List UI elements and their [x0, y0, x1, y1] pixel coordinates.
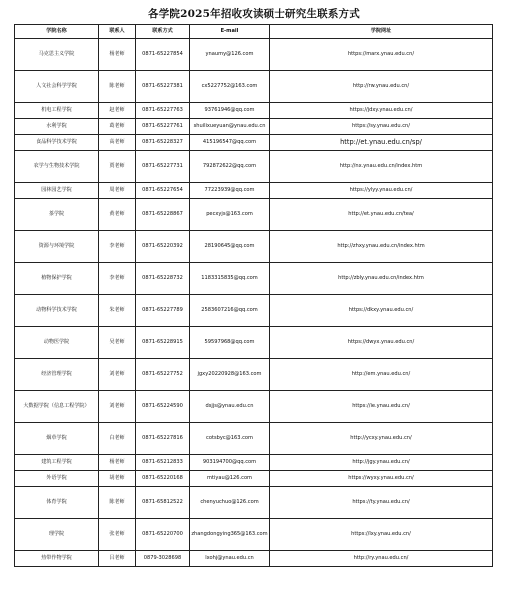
- cell-email: 2583607216@qq.com: [190, 295, 270, 327]
- cell-college: 外语学院: [15, 471, 99, 487]
- cell-website: https://wyxy.ynau.edu.cn/: [270, 471, 493, 487]
- table-row: [15, 391, 493, 423]
- cell-website: http://et.ynau.edu.cn/tea/: [270, 199, 493, 231]
- cell-email: 77223939@qq.com: [190, 183, 270, 199]
- cell-college: 食品科学技术学院: [15, 135, 99, 151]
- cell-phone: 0871-65227381: [136, 71, 190, 103]
- table-row: [15, 71, 493, 103]
- table-row: [15, 151, 493, 183]
- cell-contact: 朱老师: [99, 295, 136, 327]
- cell-website: http://ry.ynau.edu.cn/: [270, 551, 493, 567]
- cell-college: 体育学院: [15, 487, 99, 519]
- table-row: [15, 119, 493, 135]
- cell-email: chenyuchuo@126.com: [190, 487, 270, 519]
- cell-phone: 0871-65227789: [136, 295, 190, 327]
- cell-contact: 陈老师: [99, 487, 136, 519]
- cell-college: 园林园艺学院: [15, 183, 99, 199]
- cell-contact: 杨老师: [99, 455, 136, 471]
- table-row: [15, 471, 493, 487]
- cell-college: 农学与生物技术学院: [15, 151, 99, 183]
- cell-email: shuilixueyuan@ynau.edu.cn: [190, 119, 270, 135]
- cell-contact: 李老师: [99, 263, 136, 295]
- cell-contact: 杨老师: [99, 39, 136, 71]
- cell-email: lxohj@ynau.edu.cn: [190, 551, 270, 567]
- cell-phone: 0871-65812522: [136, 487, 190, 519]
- cell-contact: 吴老师: [99, 327, 136, 359]
- header-website: 学院网址: [270, 25, 493, 39]
- cell-email: pecxyjs@163.com: [190, 199, 270, 231]
- table-header: [15, 25, 493, 39]
- table-row: [15, 551, 493, 567]
- table-row: [15, 487, 493, 519]
- header-contact: 联系人: [99, 25, 136, 39]
- table-row: [15, 199, 493, 231]
- cell-college: 茶学院: [15, 199, 99, 231]
- cell-college: 人文社会科学学院: [15, 71, 99, 103]
- cell-college: 烟草学院: [15, 423, 99, 455]
- cell-phone: 0871-65224590: [136, 391, 190, 423]
- cell-college: 水利学院: [15, 119, 99, 135]
- cell-contact: 赵老师: [99, 103, 136, 119]
- cell-college: 资源与环境学院: [15, 231, 99, 263]
- cell-website: https://lxy.ynau.edu.cn/: [270, 519, 493, 551]
- cell-contact: 胡老师: [99, 471, 136, 487]
- contacts-table: [14, 24, 493, 567]
- cell-email: 415196547@qq.com: [190, 135, 270, 151]
- cell-phone: 0871-65227854: [136, 39, 190, 71]
- cell-phone: 0871-65220700: [136, 519, 190, 551]
- cell-website: https://ie.ynau.edu.cn/: [270, 391, 493, 423]
- cell-email: mtiyau@126.com: [190, 471, 270, 487]
- cell-email: 792872622@qq.com: [190, 151, 270, 183]
- cell-email: 1183315835@qq.com: [190, 263, 270, 295]
- cell-website: https://ty.ynau.edu.cn/: [270, 487, 493, 519]
- header-email: E-mail: [190, 25, 270, 39]
- table-row: [15, 231, 493, 263]
- cell-website: http://zhxy.ynau.edu.cn/index.htm: [270, 231, 493, 263]
- cell-website: https://marx.ynau.edu.cn/: [270, 39, 493, 71]
- table-row: [15, 295, 493, 327]
- cell-email: 93761946@qq.com: [190, 103, 270, 119]
- table-row: [15, 455, 493, 471]
- table-row: [15, 39, 493, 71]
- table-row: [15, 327, 493, 359]
- cell-email: dsjjs@ynau.edu.cn: [190, 391, 270, 423]
- table-row: [15, 423, 493, 455]
- cell-email: 59597968@qq.com: [190, 327, 270, 359]
- cell-contact: 张老师: [99, 519, 136, 551]
- cell-email: ynaumy@126.com: [190, 39, 270, 71]
- table-row: [15, 359, 493, 391]
- cell-phone: 0871-65220392: [136, 231, 190, 263]
- document-title: 各学院2025年招收攻读硕士研究生联系方式: [148, 8, 360, 20]
- cell-phone: 0871-65228327: [136, 135, 190, 151]
- cell-website: http://ycxy.ynau.edu.cn/: [270, 423, 493, 455]
- cell-website: https://dwyx.ynau.edu.cn/: [270, 327, 493, 359]
- cell-website: https://jdxy.ynau.edu.cn/: [270, 103, 493, 119]
- cell-website: https://ylyy.ynau.edu.cn/: [270, 183, 493, 199]
- cell-contact: 李老师: [99, 231, 136, 263]
- cell-phone: 0871-65227654: [136, 183, 190, 199]
- cell-contact: 周老师: [99, 183, 136, 199]
- cell-college: 大数据学院（信息工程学院）: [15, 391, 99, 423]
- cell-college: 建筑工程学院: [15, 455, 99, 471]
- cell-phone: 0871-65212833: [136, 455, 190, 471]
- table-row: [15, 519, 493, 551]
- table-row: [15, 183, 493, 199]
- cell-website: http://nx.ynau.edu.cn/index.htm: [270, 151, 493, 183]
- cell-contact: 刘老师: [99, 359, 136, 391]
- cell-email: jgxy20220928@163.com: [190, 359, 270, 391]
- cell-contact: 黄老师: [99, 199, 136, 231]
- cell-email: zhangdongying365@163.com: [190, 519, 270, 551]
- cell-phone: 0871-65228915: [136, 327, 190, 359]
- cell-email: 903194700@qq.com: [190, 455, 270, 471]
- header-college: 学院名称: [15, 25, 99, 39]
- header-phone: 联系方式: [136, 25, 190, 39]
- cell-email: cotsbyc@163.com: [190, 423, 270, 455]
- cell-college: 理学院: [15, 519, 99, 551]
- cell-contact: 吕老师: [99, 551, 136, 567]
- cell-website: http://et.ynau.edu.cn/sp/: [270, 135, 493, 151]
- cell-website: http://jgy.ynau.edu.cn/: [270, 455, 493, 471]
- cell-website: http://zbly.ynau.edu.cn/index.htm: [270, 263, 493, 295]
- cell-phone: 0871-65228732: [136, 263, 190, 295]
- cell-website: http://rw.ynau.edu.cn/: [270, 71, 493, 103]
- cell-college: 机电工程学院: [15, 103, 99, 119]
- cell-website: https://dkxy.ynau.edu.cn/: [270, 295, 493, 327]
- cell-phone: 0871-65227763: [136, 103, 190, 119]
- cell-phone: 0871-65227731: [136, 151, 190, 183]
- table-body: [15, 39, 493, 567]
- cell-phone: 0871-65220168: [136, 471, 190, 487]
- cell-phone: 0871-65228867: [136, 199, 190, 231]
- table-row: [15, 103, 493, 119]
- cell-college: 动物科学技术学院: [15, 295, 99, 327]
- cell-website: https://sy.ynau.edu.cn/: [270, 119, 493, 135]
- cell-college: 经济管理学院: [15, 359, 99, 391]
- cell-college: 热带作物学院: [15, 551, 99, 567]
- cell-contact: 葛老师: [99, 119, 136, 135]
- cell-contact: 白老师: [99, 423, 136, 455]
- cell-phone: 0871-65227816: [136, 423, 190, 455]
- cell-phone: 0871-65227752: [136, 359, 190, 391]
- table-row: [15, 263, 493, 295]
- cell-phone: 0879-3028698: [136, 551, 190, 567]
- cell-email: cx5227752@163.com: [190, 71, 270, 103]
- cell-contact: 刘老师: [99, 391, 136, 423]
- cell-contact: 贾老师: [99, 151, 136, 183]
- cell-contact: 陈老师: [99, 71, 136, 103]
- cell-contact: 高老师: [99, 135, 136, 151]
- cell-college: 动物医学院: [15, 327, 99, 359]
- table-row: [15, 135, 493, 151]
- header-row: [15, 25, 493, 39]
- cell-college: 植物保护学院: [15, 263, 99, 295]
- cell-website: http://em.ynau.edu.cn/: [270, 359, 493, 391]
- cell-college: 马克思主义学院: [15, 39, 99, 71]
- cell-email: 28190645@qq.com: [190, 231, 270, 263]
- cell-phone: 0871-65227761: [136, 119, 190, 135]
